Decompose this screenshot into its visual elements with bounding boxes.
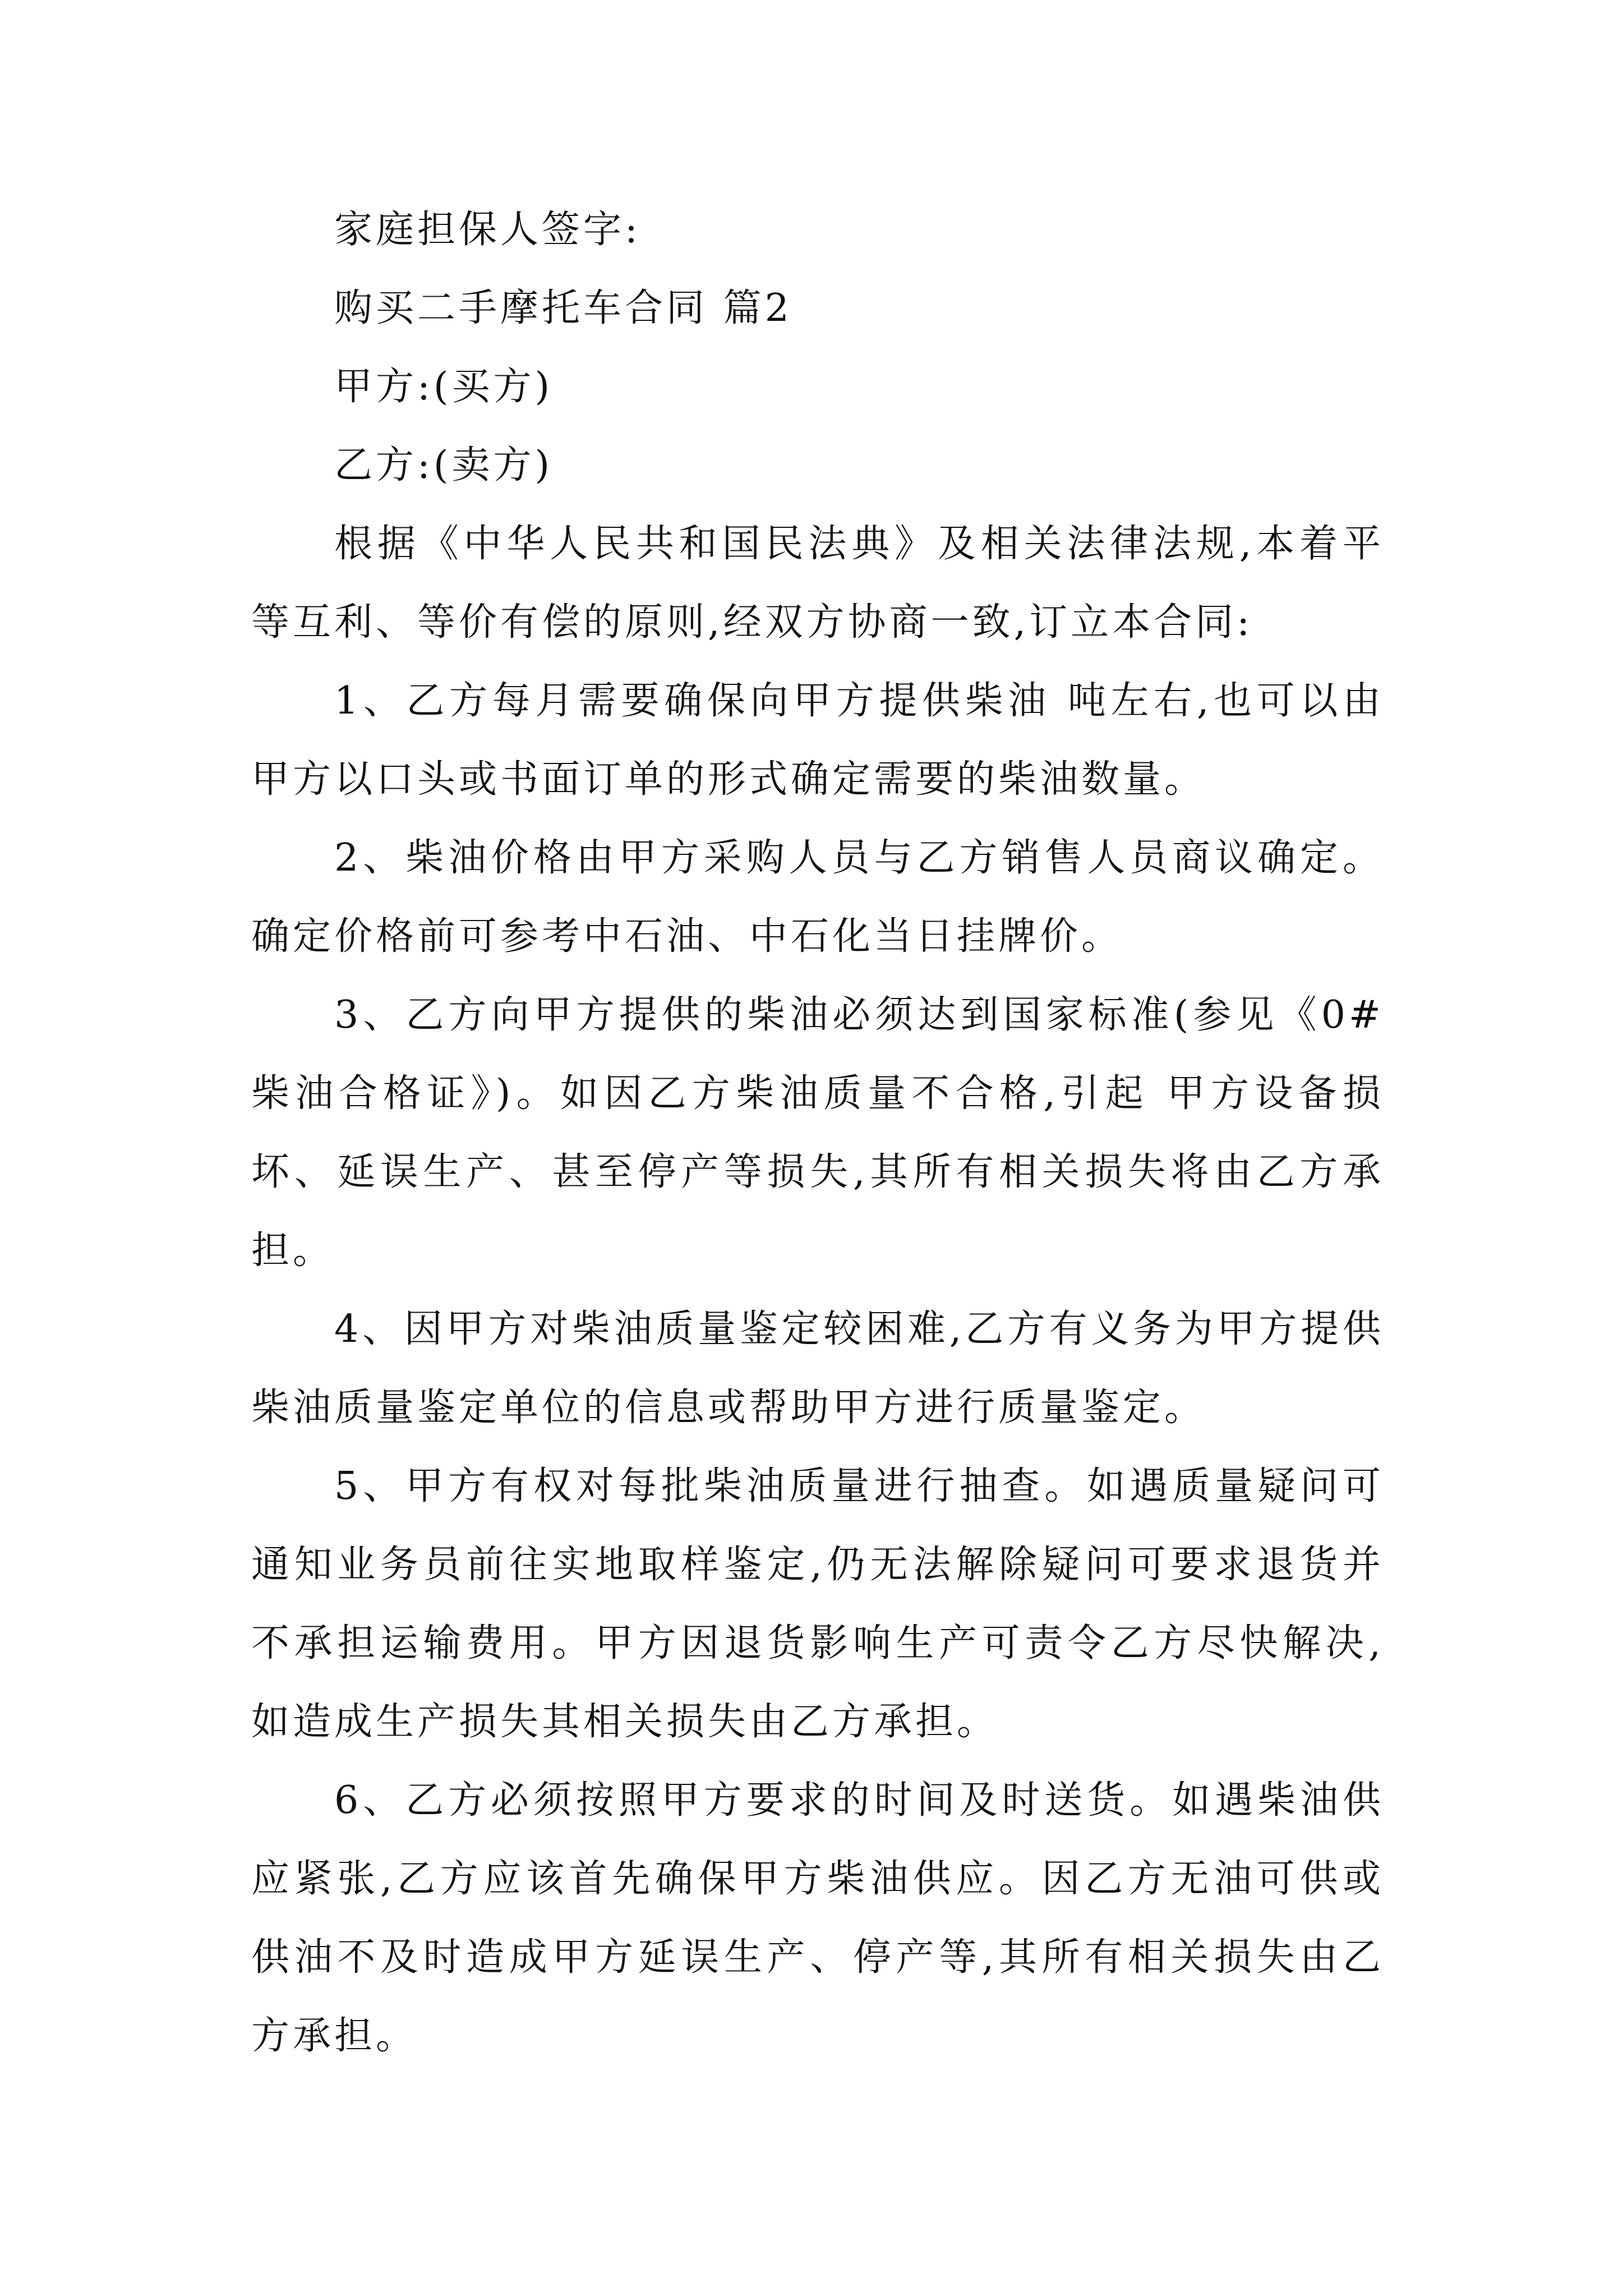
clause-3-paragraph: 3、乙方向甲方提供的柴油必须达到国家标准(参见《0#柴油合格证》)。如因乙方柴油质量不合格,引起 甲方设备损坏、延误生产、甚至停产等损失,其所有相关损失将由乙方承担。 [251, 993, 1384, 1273]
guarantor-signature-line: 家庭担保人签字: [334, 208, 641, 252]
clause-2-paragraph: 2、柴油价格由甲方采购人员与乙方销售人员商议确定。确定价格前可参考中石油、中石化当日挂牌价。 [251, 836, 1384, 959]
preamble-paragraph: 根据《中华人民共和国民法典》及相关法律法规,本着平等互利、等价有偿的原则,经双方协商一致,订立本合同: [251, 522, 1384, 645]
clause-1-paragraph: 1、乙方每月需要确保向甲方提供柴油 吨左右,也可以由甲方以口头或书面订单的形式确定需要的柴油数量。 [251, 679, 1384, 802]
clause-5-paragraph: 5、甲方有权对每批柴油质量进行抽查。如遇质量疑问可通知业务员前往实地取样鉴定,仍无法解除疑问可要求退货并不承担运输费用。甲方因退货影响生产可责令乙方尽快解决,如造成生产损失其相关损失由乙方承担。 [251, 1464, 1384, 1744]
document-body [251, 191, 1384, 2076]
party-b-line: 乙方:(卖方) [334, 443, 553, 487]
party-a-line: 甲方:(买方) [334, 365, 553, 409]
clause-6-paragraph: 6、乙方必须按照甲方要求的时间及时送货。如遇柴油供应紧张,乙方应该首先确保甲方柴油供应。因乙方无油可供或供油不及时造成甲方延误生产、停产等,其所有相关损失由乙方承担。 [251, 1778, 1384, 2058]
clause-4-paragraph: 4、因甲方对柴油质量鉴定较困难,乙方有义务为甲方提供柴油质量鉴定单位的信息或帮助甲方进行质量鉴定。 [251, 1307, 1384, 1430]
contract-title: 购买二手摩托车合同 篇2 [334, 286, 792, 330]
